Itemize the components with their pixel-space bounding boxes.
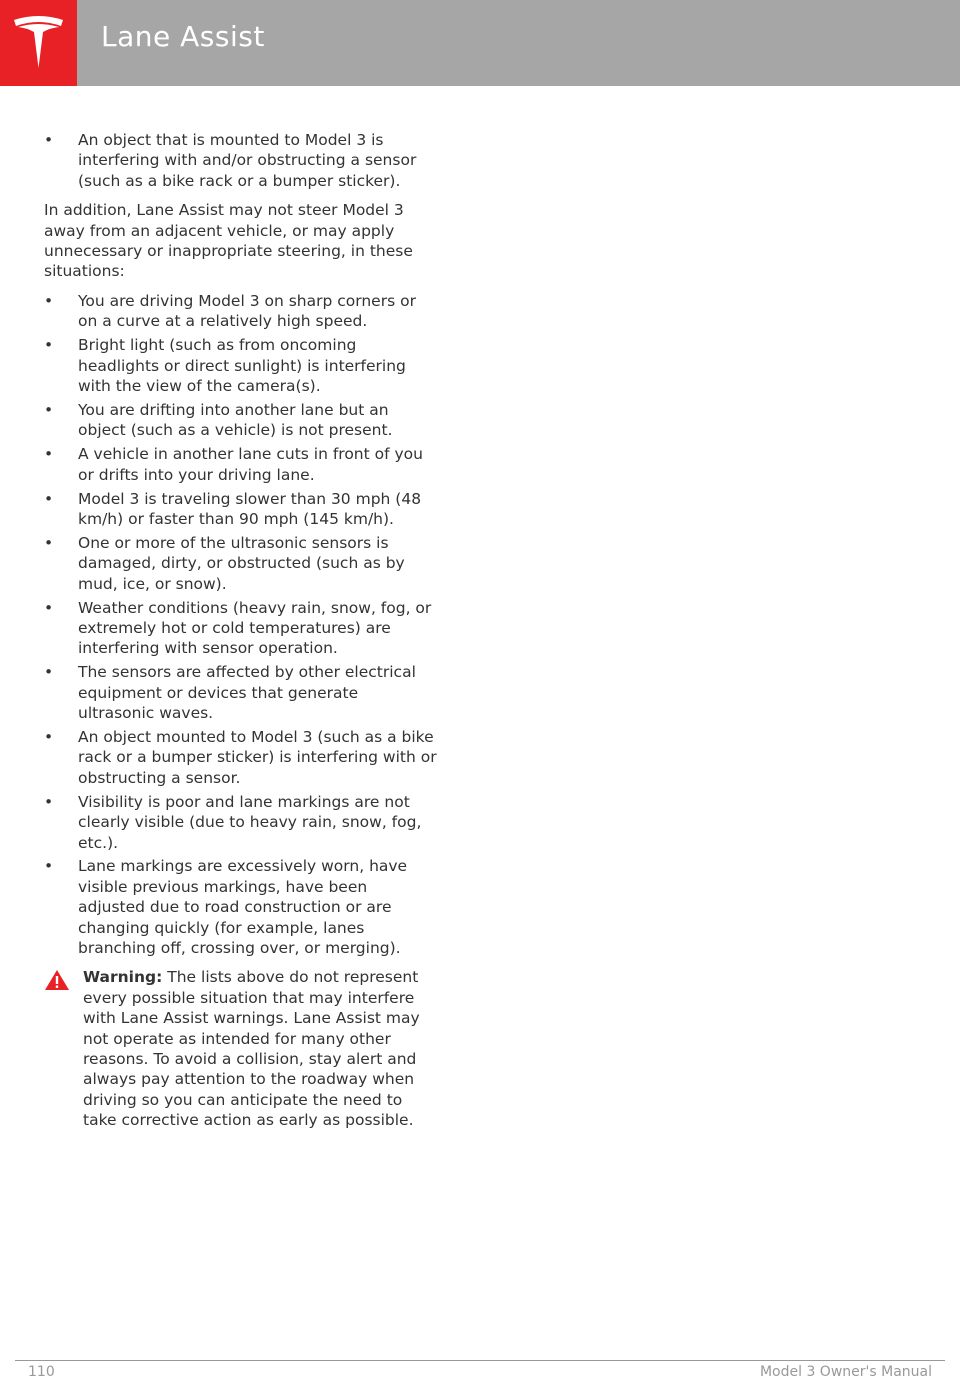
warning-triangle-icon — [44, 969, 70, 991]
tesla-logo-icon — [10, 14, 67, 72]
intro-paragraph: In addition, Lane Assist may not steer Model 3 away from an adjacent vehicle, or may apply unnecessary or inappropriate steering, in these situations: — [44, 201, 413, 281]
page-title: Lane Assist — [101, 20, 265, 53]
list-item: • An object mounted to Model 3 (such as a bike rack or a bumper sticker) is interfering with or obstructing a sensor. — [44, 727, 439, 788]
bullet-list-situations — [44, 291, 439, 959]
list-item: • You are driving Model 3 on sharp corners or on a curve at a relatively high speed. — [44, 291, 439, 332]
list-item: • A vehicle in another lane cuts in front of you or drifts into your driving lane. — [44, 444, 439, 485]
list-item: • Model 3 is traveling slower than 30 mph (48 km/h) or faster than 90 mph (145 km/h). — [44, 489, 439, 530]
warning-text: The lists above do not represent every possible situation that may interfere with Lane Assist warnings. Lane Assist may not operate as intended for many other reasons. To avoid a collision, stay alert and always pay attention to the roadway when driving so you can anticipate the need to take corrective action as early as possible. — [83, 968, 420, 1130]
bullet-list-top — [44, 130, 439, 191]
list-item: • The sensors are affected by other electrical equipment or devices that generate ultrasonic waves. — [44, 662, 439, 723]
list-item: • Bright light (such as from oncoming headlights or direct sunlight) is interfering with the view of the camera(s). — [44, 335, 439, 396]
footer-divider — [15, 1360, 945, 1361]
list-item: • Lane markings are excessively worn, have visible previous markings, have been adjusted due to road construction or are changing quickly (for example, lanes branching off, crossing over, or merging). — [44, 856, 439, 958]
list-item: • Visibility is poor and lane markings are not clearly visible (due to heavy rain, snow, fog, etc.). — [44, 792, 439, 853]
page-header — [0, 0, 960, 86]
page-content — [44, 130, 439, 1131]
list-item: • One or more of the ultrasonic sensors is damaged, dirty, or obstructed (such as by mud, ice, or snow). — [44, 533, 439, 594]
list-item: • Weather conditions (heavy rain, snow, fog, or extremely hot or cold temperatures) are interfering with sensor operation. — [44, 598, 439, 659]
warning-box — [44, 967, 439, 1130]
list-item: • An object that is mounted to Model 3 is interfering with and/or obstructing a sensor (such as a bike rack or a bumper sticker). — [44, 130, 439, 191]
list-item: • You are drifting into another lane but an object (such as a vehicle) is not present. — [44, 400, 439, 441]
manual-name: Model 3 Owner's Manual — [759, 1364, 932, 1380]
warning-label: Warning: — [83, 968, 163, 987]
brand-logo — [0, 0, 77, 86]
page-number: 110 — [28, 1364, 55, 1380]
